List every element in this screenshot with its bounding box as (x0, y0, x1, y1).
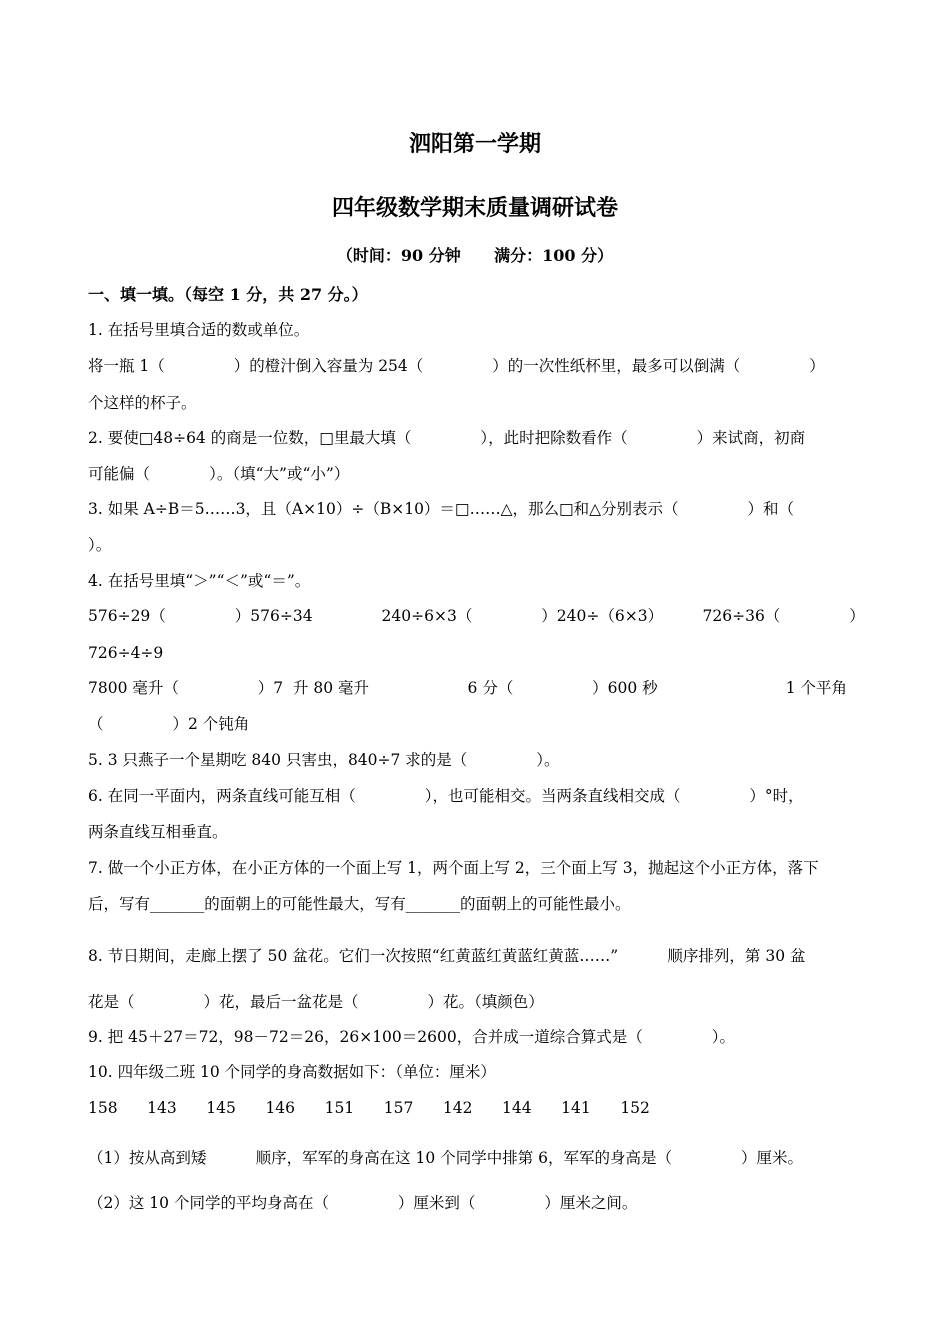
height-data-row: 158 143 145 146 151 157 142 144 141 152 (88, 1099, 650, 1117)
question-line: 可能偏（ ）。（填“大”或“小”） (88, 465, 350, 483)
question-line: 5. 3 只燕子一个星期吃 840 只害虫，840÷7 求的是（ ）。 (88, 751, 560, 769)
question-line: 花是（ ）花，最后一盆花是（ ）花。（填颜色） (88, 993, 544, 1011)
question-line: 1. 在括号里填合适的数或单位。 (88, 321, 310, 339)
question-line: 8. 节日期间，走廊上摆了 50 盆花。它们一次按照“红黄蓝红黄蓝红黄蓝……” 顺序排列，第 30 盆 (88, 947, 806, 965)
exam-title-school: 泗阳第一学期 (408, 131, 541, 157)
question-line: （1）按从高到矮 顺序，军军的身高在这 10 个同学中排第 6，军军的身高是（ ）厘米。 (88, 1149, 803, 1167)
question-line: 个这样的杯子。 (88, 394, 197, 412)
question-line: 726÷4÷9 (88, 644, 164, 662)
question-line: 576÷29（ ）576÷34 240÷6×3（ ）240÷（6×3） 726÷36（ ） (88, 607, 865, 625)
question-line: 后，写有_______的面朝上的可能性最大，写有_______的面朝上的可能性最小。 (88, 895, 631, 913)
section-heading: 一、填一填。（每空 1 分，共 27 分。） (88, 285, 368, 304)
question-line: 7. 做一个小正方体，在小正方体的一个面上写 1，两个面上写 2，三个面上写 3，抛起这个小正方体，落下 (88, 859, 819, 877)
exam-subtitle: （时间：90 分钟 满分：100 分） (336, 246, 614, 265)
question-line: 2. 要使□48÷64 的商是一位数，□里最大填（ ），此时把除数看作（ ）来试商，初商 (88, 429, 806, 447)
question-line: （ ）2 个钝角 (88, 715, 250, 733)
question-line: 4. 在括号里填“＞”“＜”或“＝”。 (88, 572, 311, 590)
question-line: 6. 在同一平面内，两条直线可能互相（ ），也可能相交。当两条直线相交成（ ）°时， (88, 787, 804, 805)
question-line: 7800 毫升（ ）7 升 80 毫升 6 分（ ）600 秒 1 个平角 (88, 679, 848, 697)
question-line: 两条直线互相垂直。 (88, 823, 228, 841)
exam-title: 四年级数学期末质量调研试卷 (331, 195, 618, 221)
question-line: 10. 四年级二班 10 个同学的身高数据如下：（单位：厘米） (88, 1063, 496, 1081)
question-line: 3. 如果 A÷B＝5……3，且（A×10）÷（B×10）＝□……△，那么□和△分别表示（ ）和（ (88, 500, 795, 518)
question-line: （2）这 10 个同学的平均身高在（ ）厘米到（ ）厘米之间。 (88, 1194, 638, 1212)
question-line: 9. 把 45＋27＝72，98－72＝26，26×100＝2600，合并成一道综合算式是（ ）。 (88, 1028, 735, 1046)
question-line: ）。 (88, 536, 112, 554)
question-line: 将一瓶 1（ ）的橙汁倒入容量为 254（ ）的一次性纸杯里，最多可以倒满（ ） (88, 357, 825, 375)
